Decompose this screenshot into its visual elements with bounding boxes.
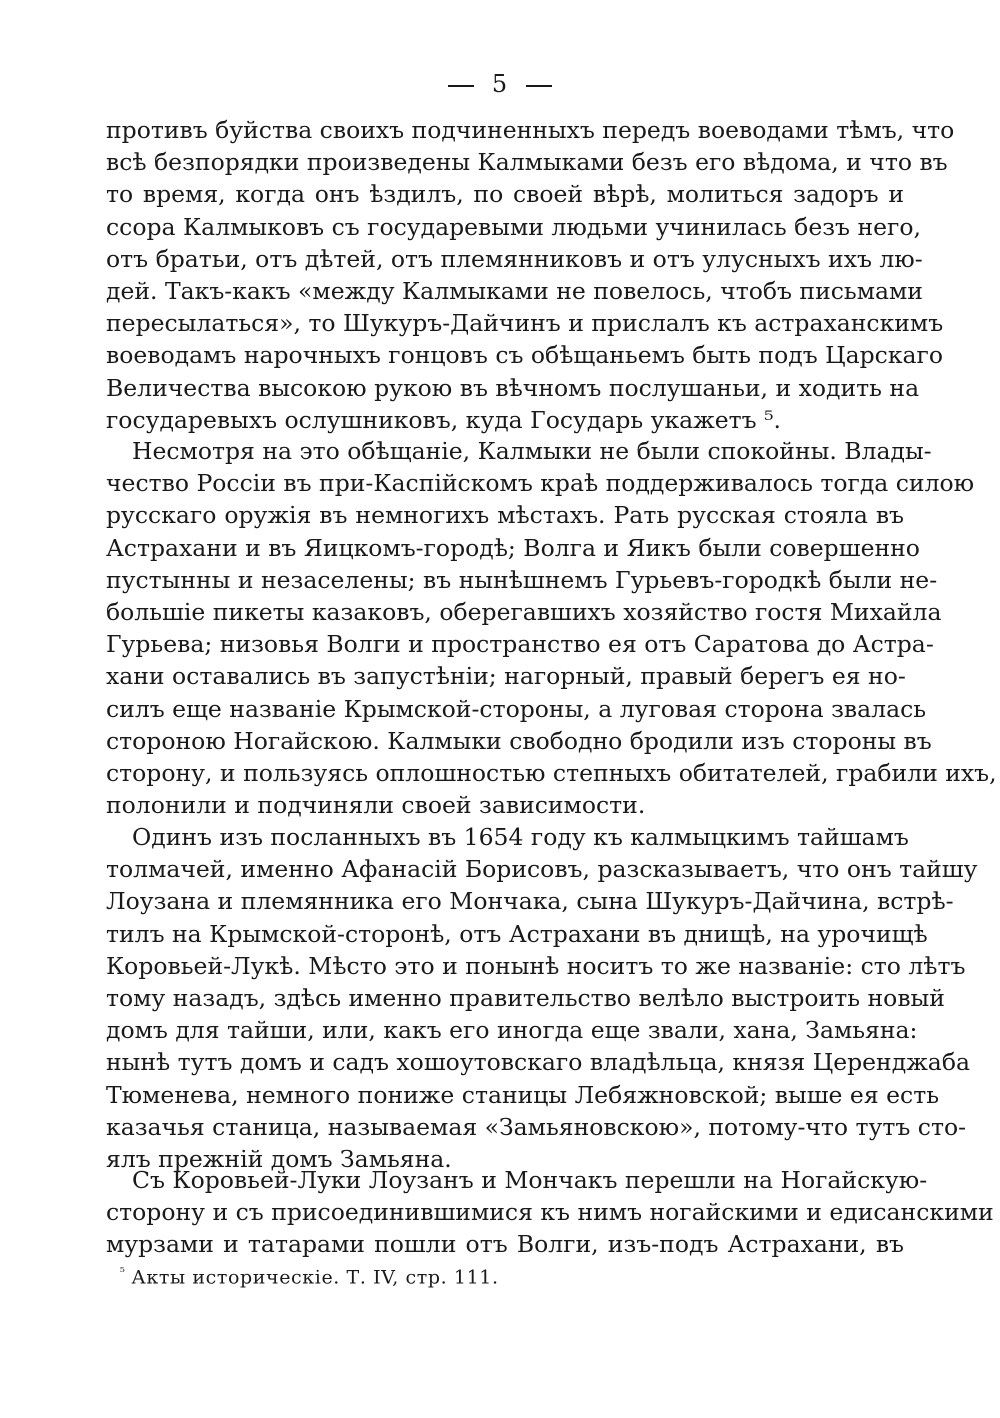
text-line: сторону, и пользуясь оплошностью степныхъ обитателей, грабили ихъ, <box>106 758 997 787</box>
text-line: Гурьева; низовья Волги и пространство ея отъ Саратова до Астра- <box>106 630 934 659</box>
text-line: стороною Ногайскою. Калмыки свободно бродили изъ стороны въ <box>106 726 932 755</box>
text-line: полонили и подчиняли своей зависимости. <box>106 791 646 820</box>
text-line: то время, когда онъ ѣздилъ, по своей вѣрѣ, молиться задоръ и <box>106 180 904 209</box>
text-line: русскаго оружія въ немногихъ мѣстахъ. Рать русская стояла въ <box>106 501 904 530</box>
footnote-mark: ⁵ <box>120 1265 126 1279</box>
text-line: ялъ прежній домъ Замьяна. <box>106 1144 452 1173</box>
text-line: силъ еще названіе Крымской-стороны, а луговая сторона звалась <box>106 694 927 723</box>
text-line: противъ буйства своихъ подчиненныхъ передъ воеводами тѣмъ, что <box>106 116 955 144</box>
paragraph-2 <box>106 435 997 821</box>
text-line: ссора Калмыковъ съ государевыми людьми учинилась безъ него, <box>106 212 921 241</box>
text-line: государевыхъ ослушниковъ, куда Государь укажетъ ⁵. <box>106 405 781 434</box>
text-line: сторону и съ присоединившимися къ нимъ ногайскими и едисанскими <box>106 1198 994 1227</box>
text-line: всѣ безпорядки произведены Калмыками безъ его вѣдома, и что въ <box>106 148 948 177</box>
text-line: домъ для тайши, или, какъ его иногда еще звали, хана, Замьяна: <box>106 1016 918 1045</box>
text-line: дей. Такъ-какъ «между Калмыками не повелось, чтобъ письмами <box>106 276 923 305</box>
text-line: Лоузана и племянника его Мончака, сына Шукуръ-Дайчина, встрѣ- <box>106 887 954 916</box>
text-line: Тюменева, немного пониже станицы Лебяжновской; выше ея есть <box>106 1080 939 1109</box>
text-line: Несмотря на это обѣщаніе, Калмыки не были спокойны. Влады- <box>132 437 932 465</box>
text-line: Съ Коровьей-Луки Лоузанъ и Мончакъ перешли на Ногайскую- <box>132 1166 928 1194</box>
text-line: толмачей, именно Афанасій Борисовъ, разсказываетъ, что онъ тайшу <box>106 855 978 884</box>
text-line: хани оставались въ запустѣніи; нагорный, правый берегъ ея но- <box>106 662 906 691</box>
page-number <box>0 70 1000 98</box>
page-number-value: 5 <box>491 70 509 98</box>
paragraph-3 <box>106 821 978 1175</box>
footnote-text: Акты историческіе. Т. IV, стр. 111. <box>131 1266 499 1289</box>
text-line: отъ братьи, отъ дѣтей, отъ племянниковъ и отъ улусныхъ ихъ лю- <box>106 244 923 273</box>
text-line: Астрахани и въ Яицкомъ-городѣ; Волга и Яикъ были совершенно <box>106 533 920 562</box>
paragraph-4 <box>106 1164 994 1261</box>
text-line: тилъ на Крымской-сторонѣ, отъ Астрахани въ днищѣ, на урочищѣ <box>106 919 928 948</box>
text-line: пересылаться», то Шукуръ-Дайчинъ и прислалъ къ астраханскимъ <box>106 309 944 338</box>
text-line: Одинъ изъ посланныхъ въ 1654 году къ калмыцкимъ тайшамъ <box>132 823 909 851</box>
text-line: мурзами и татарами пошли отъ Волги, изъ-подъ Астрахани, въ <box>106 1230 904 1259</box>
dash-left <box>448 85 474 87</box>
text-line: чество Россіи въ при-Каспійскомъ краѣ поддерживалось тогда силою <box>106 469 975 498</box>
text-line: нынѣ тутъ домъ и садъ хошоутовскаго владѣльца, князя Церенджаба <box>106 1048 970 1077</box>
text-line: казачья станица, называемая «Замьяновскою», потому-что тутъ сто- <box>106 1112 967 1141</box>
footnote <box>120 1265 499 1288</box>
text-line: тому назадъ, здѣсь именно правительство велѣло выстроить новый <box>106 983 945 1012</box>
text-line: Величества высокою рукою въ вѣчномъ послушаньи, и ходить на <box>106 373 920 402</box>
text-line: большіе пикеты казаковъ, оберегавшихъ хозяйство гостя Михайла <box>106 597 942 626</box>
paragraph-1 <box>106 114 955 436</box>
dash-right <box>526 85 552 87</box>
text-line: Коровьей-Лукѣ. Мѣсто это и понынѣ носитъ то же названіе: сто лѣтъ <box>106 951 966 980</box>
text-line: воеводамъ нарочныхъ гонцовъ съ обѣщаньемъ быть подъ Царскаго <box>106 341 943 370</box>
text-line: пустынны и незаселены; въ нынѣшнемъ Гурьевъ-городкѣ были не- <box>106 565 938 594</box>
